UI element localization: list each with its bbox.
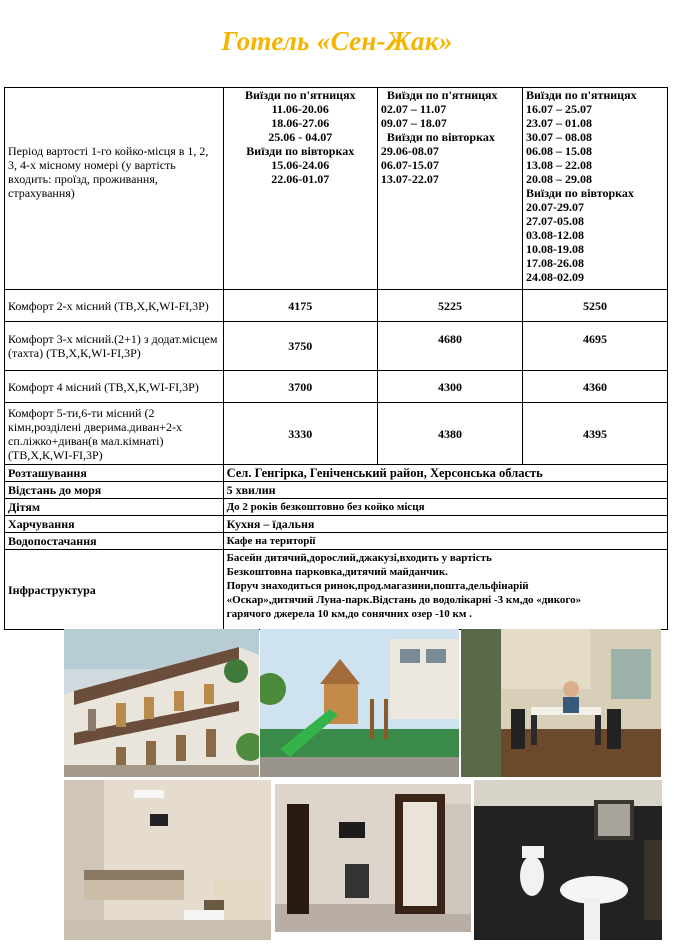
room-price: 3700 bbox=[223, 371, 377, 403]
info-row bbox=[5, 465, 668, 482]
room-row bbox=[5, 322, 668, 371]
period-date: 06.08 – 15.08 bbox=[525, 144, 592, 158]
info-label: Водопостачання bbox=[5, 533, 224, 550]
room-name: Комфорт 2-х місний (ТВ,Х,К,WI-FI,3Р) bbox=[5, 290, 224, 322]
period-date: 06.07-15.07 bbox=[380, 158, 439, 172]
room-price: 5225 bbox=[377, 290, 522, 322]
period-column-3 bbox=[522, 88, 667, 290]
bathroom-photo bbox=[474, 780, 662, 940]
room-price: 3330 bbox=[223, 403, 377, 465]
period-row bbox=[5, 88, 668, 290]
dining-room-photo bbox=[461, 629, 661, 777]
period-date: 29.06-08.07 bbox=[380, 144, 439, 158]
info-value: До 2 років безкоштовно без койко місця bbox=[223, 499, 667, 516]
period-date: Виїзди по вівторках bbox=[386, 130, 495, 144]
period-date: 13.08 – 22.08 bbox=[525, 158, 592, 172]
info-label: Розташування bbox=[5, 465, 224, 482]
room-price: 4300 bbox=[377, 371, 522, 403]
room-price: 4680 bbox=[377, 322, 522, 371]
period-date: 20.07-29.07 bbox=[525, 200, 584, 214]
period-date: 11.06-20.06 bbox=[271, 102, 329, 116]
period-column-2 bbox=[377, 88, 522, 290]
period-date: 13.07-22.07 bbox=[380, 172, 439, 186]
price-table bbox=[4, 87, 668, 630]
period-date: 22.06-01.07 bbox=[271, 172, 330, 186]
hotel-building-photo bbox=[64, 629, 259, 777]
infrastructure-line: «Оскар»,дитячий Луна-парк.Відстань до водолікарні -3 км,до «дикого» bbox=[226, 594, 582, 606]
infrastructure-label: Інфраструктура bbox=[5, 550, 224, 630]
period-date: Виїзди по п'ятницях bbox=[525, 88, 637, 102]
infrastructure-row bbox=[5, 550, 668, 630]
room-name: Комфорт 3-х місний.(2+1) з додат.місцем (тахта) (ТВ,Х,К,WI-FI,3Р) bbox=[5, 322, 224, 371]
period-date: 09.07 – 18.07 bbox=[380, 116, 447, 130]
room-name: Комфорт 4 місний (ТВ,Х,К,WI-FI,3Р) bbox=[5, 371, 224, 403]
period-date: 23.07 – 01.08 bbox=[525, 116, 592, 130]
infrastructure-line: Безкоштовна парковка,дитячий майданчик. bbox=[226, 566, 448, 578]
period-date: Виїзди по вівторках bbox=[525, 186, 634, 200]
period-date: 24.08-02.09 bbox=[525, 270, 584, 284]
room-price: 4360 bbox=[522, 371, 667, 403]
info-row bbox=[5, 482, 668, 499]
room-row bbox=[5, 371, 668, 403]
hallway-photo bbox=[275, 784, 471, 932]
room-price: 5250 bbox=[522, 290, 667, 322]
room-price: 4395 bbox=[522, 403, 667, 465]
playground-photo bbox=[260, 629, 459, 777]
infrastructure-line: Басейн дитячий,дорослий,джакузі,входить у вартість bbox=[226, 552, 492, 564]
period-column-1 bbox=[223, 88, 377, 290]
room-price: 3750 bbox=[223, 322, 377, 371]
infrastructure-value bbox=[223, 550, 667, 630]
info-label: Харчування bbox=[5, 516, 224, 533]
period-date: Виїзди по п'ятницях bbox=[386, 88, 498, 102]
period-date: 25.06 - 04.07 bbox=[268, 130, 333, 144]
info-value: Кафе на території bbox=[223, 533, 667, 550]
period-date: 30.07 – 08.08 bbox=[525, 130, 592, 144]
period-label: Період вартості 1-го койко-місця в 1, 2, 3, 4-х місному номері (у вартість входить: проїзд, проживання, страхування) bbox=[5, 88, 224, 290]
period-date: 15.06-24.06 bbox=[271, 158, 330, 172]
info-label: Відстань до моря bbox=[5, 482, 224, 499]
room-name: Комфорт 5-ти,6-ти місний (2 кімн,розділені дверима.диван+2-х сп.ліжко+диван(в мал.кімнаті) (ТВ,Х,К,WI-FI,3Р) bbox=[5, 403, 224, 465]
info-value: Кухня – їдальня bbox=[223, 516, 667, 533]
room-price: 4380 bbox=[377, 403, 522, 465]
period-date: 20.08 – 29.08 bbox=[525, 172, 592, 186]
room-row bbox=[5, 290, 668, 322]
period-date: 27.07-05.08 bbox=[525, 214, 584, 228]
room-price: 4175 bbox=[223, 290, 377, 322]
info-row bbox=[5, 499, 668, 516]
info-row bbox=[5, 533, 668, 550]
page-title: Готель «Сен-Жак» bbox=[221, 26, 453, 56]
info-value: Сел. Генгірка, Генічeнський район, Херсонська область bbox=[223, 465, 667, 482]
info-row bbox=[5, 516, 668, 533]
period-date: Виїзди по вівторках bbox=[246, 144, 355, 158]
room-price: 4695 bbox=[522, 322, 667, 371]
infrastructure-line: Поруч знаходиться ринок,прод.магазини,пошта,дельфінарій bbox=[226, 580, 529, 592]
room-row bbox=[5, 403, 668, 465]
period-date: 16.07 – 25.07 bbox=[525, 102, 592, 116]
bedroom-photo bbox=[64, 780, 271, 940]
period-date: Виїзди по п'ятницях bbox=[244, 88, 356, 102]
infrastructure-line: гарячого джерела 10 км,до сонячних озер -10 км . bbox=[226, 608, 472, 620]
info-label: Дітям bbox=[5, 499, 224, 516]
period-date: 17.08-26.08 bbox=[525, 256, 584, 270]
period-date: 10.08-19.08 bbox=[525, 242, 584, 256]
info-value: 5 хвилин bbox=[223, 482, 667, 499]
period-date: 02.07 – 11.07 bbox=[380, 102, 447, 116]
period-date: 03.08-12.08 bbox=[525, 228, 584, 242]
period-date: 18.06-27.06 bbox=[271, 116, 330, 130]
